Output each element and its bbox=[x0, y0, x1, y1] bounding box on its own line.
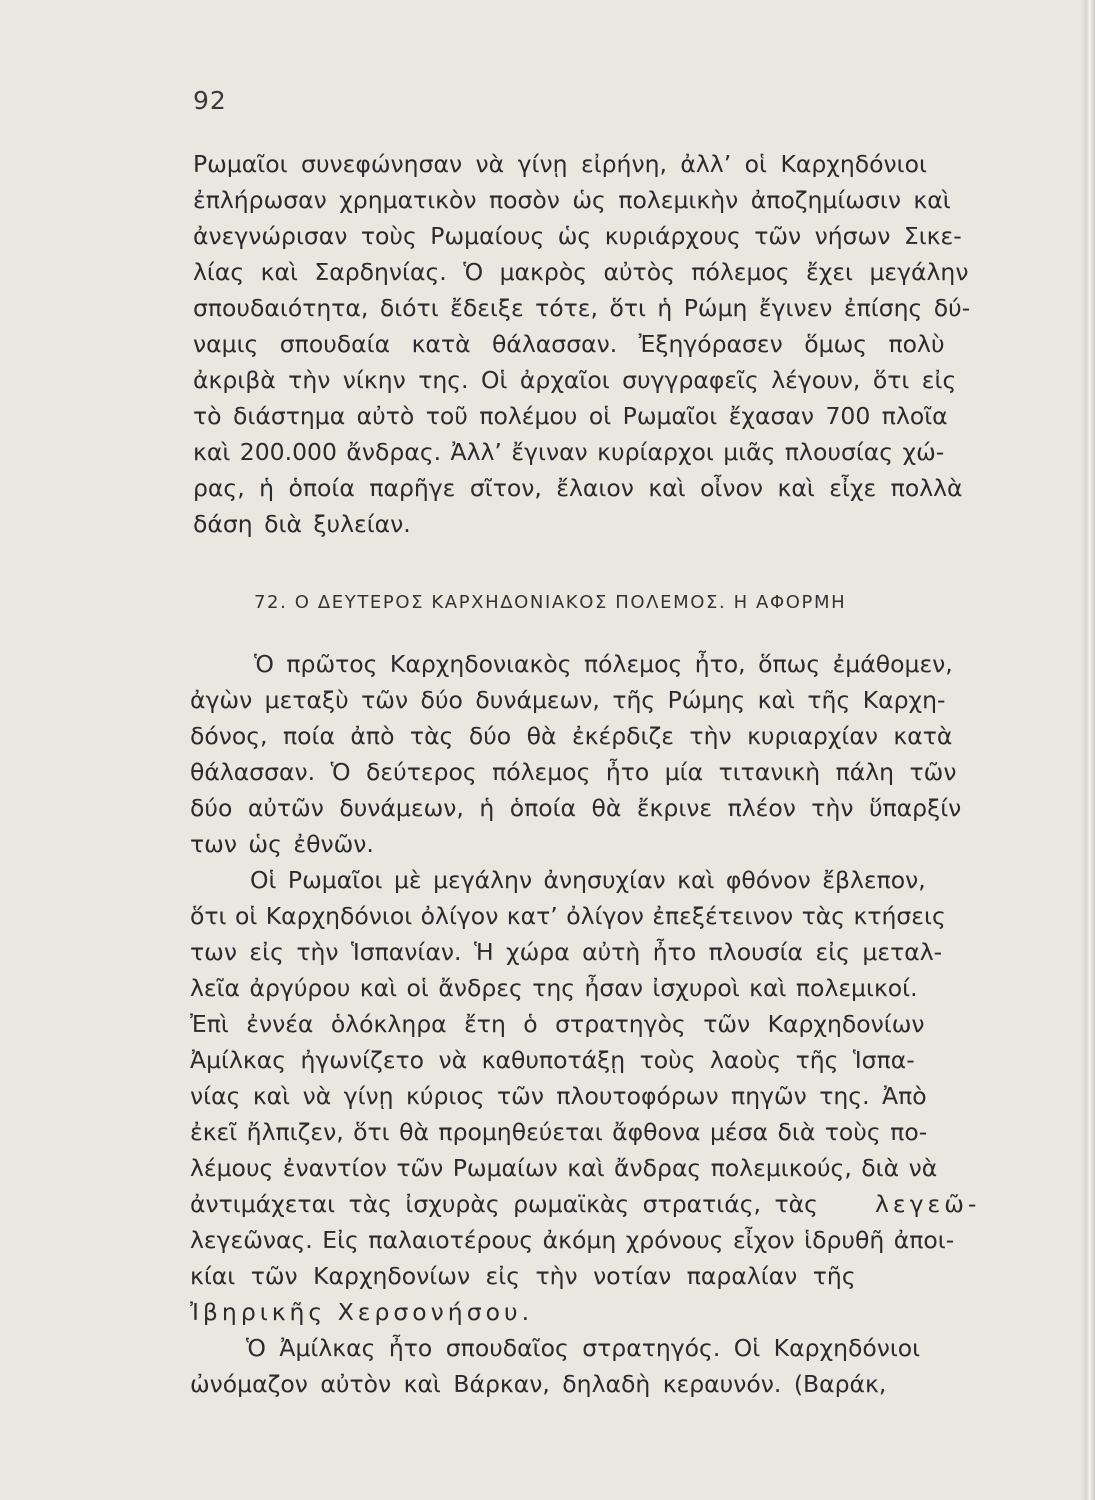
text-line: ἀγὼν μεταξὺ τῶν δύο δυνάμεων, τῆς Ρώμης καὶ τῆς Καρχη- bbox=[190, 686, 946, 714]
text-line: καὶ 200.000 ἄνδρας. Ἀλλ’ ἔγιναν κυρίαρχοι μιᾶς πλουσίας χώ- bbox=[193, 438, 945, 466]
text-line: Ἰβηρικῆς Χερσονήσου. bbox=[190, 1298, 534, 1326]
text-line: ἐκεῖ ἤλπιζεν, ὅτι θὰ προμηθεύεται ἄφθονα μέσα διὰ τοὺς πο- bbox=[190, 1118, 928, 1146]
text-line: τὸ διάστημα αὐτὸ τοῦ πολέμου οἱ Ρωμαῖοι ἔχασαν 700 πλοῖα bbox=[193, 402, 948, 430]
spaced-word: λεγεῶ- bbox=[875, 1190, 981, 1218]
text-line: θάλασσαν. Ὁ δεύτερος πόλεμος ἦτο μία τιτανικὴ πάλη τῶν bbox=[190, 758, 957, 786]
text-line: ναμις σπουδαία κατὰ θάλασσαν. Ἐξηγόρασεν ὅμως πολὺ bbox=[193, 330, 945, 358]
text-line: ἀνεγνώρισαν τοὺς Ρωμαίους ὡς κυριάρχους τῶν νήσων Σικε- bbox=[193, 222, 962, 250]
text-line: λέμους ἐναντίον τῶν Ρωμαίων καὶ ἄνδρας πολεμικούς, διὰ νὰ bbox=[190, 1154, 938, 1182]
text-line: ὠνόμαζον αὐτὸν καὶ Βάρκαν, δηλαδὴ κεραυνόν. (Βαράκ, bbox=[190, 1370, 887, 1398]
text-line: δύο αὐτῶν δυνάμεων, ἡ ὁποία θὰ ἔκρινε πλέον τὴν ὕπαρξίν bbox=[190, 794, 962, 822]
text-line: Ὁ Ἀμίλκας ἦτο σπουδαῖος στρατηγός. Οἱ Καρχηδόνιοι bbox=[246, 1334, 921, 1362]
text-line: των εἰς τὴν Ἱσπανίαν. Ἡ χώρα αὐτὴ ἦτο πλουσία εἰς μεταλ- bbox=[190, 938, 943, 966]
text-line: ἀκριβὰ τὴν νίκην της. Οἱ ἀρχαῖοι συγγραφεῖς λέγουν, ὅτι εἰς bbox=[193, 366, 957, 394]
text-line: δόνος, ποία ἀπὸ τὰς δύο θὰ ἐκέρδιζε τὴν κυριαρχίαν κατὰ bbox=[190, 722, 953, 750]
text-line: ἀντιμάχεται τὰς ἰσχυρὰς ρωμαϊκὰς στρατιάς, τὰς bbox=[190, 1190, 818, 1218]
page-number: 92 bbox=[193, 86, 227, 115]
text-line: ἐπλήρωσαν χρηματικὸν ποσὸν ὡς πολεμικὴν ἀποζημίωσιν καὶ bbox=[193, 186, 951, 214]
text-line: νίας καὶ νὰ γίνῃ κύριος τῶν πλουτοφόρων πηγῶν της. Ἀπὸ bbox=[190, 1082, 927, 1110]
text-line: Ἀμίλκας ἠγωνίζετο νὰ καθυποτάξῃ τοὺς λαοὺς τῆς Ἱσπα- bbox=[190, 1046, 915, 1074]
page-edge bbox=[1081, 0, 1095, 1500]
text-line: Οἱ Ρωμαῖοι μὲ μεγάλην ἀνησυχίαν καὶ φθόνον ἔβλεπον, bbox=[250, 866, 926, 894]
text-line: ὅτι οἱ Καρχηδόνιοι ὀλίγον κατ’ ὀλίγον ἐπεξέτεινον τὰς κτήσεις bbox=[190, 902, 946, 930]
text-line: των ὡς ἐθνῶν. bbox=[190, 830, 374, 858]
text-line: κίαι τῶν Καρχηδονίων εἰς τὴν νοτίαν παραλίαν τῆς bbox=[190, 1262, 856, 1290]
text-line: Ἐπὶ ἐννέα ὁλόκληρα ἔτη ὁ στρατηγὸς τῶν Καρχηδονίων bbox=[190, 1010, 925, 1038]
section-heading: 72. Ο ΔΕΥΤΕΡΟΣ ΚΑΡΧΗΔΟΝΙΑΚΟΣ ΠΟΛΕΜΟΣ. Η ΑΦΟΡΜΗ bbox=[254, 592, 847, 613]
text-line: Ρωμαῖοι συνεφώνησαν νὰ γίνῃ εἰρήνη, ἀλλ’ οἱ Καρχηδόνιοι bbox=[193, 150, 927, 178]
text-line: σπουδαιότητα, διότι ἔδειξε τότε, ὅτι ἡ Ρώμη ἔγινεν ἐπίσης δύ- bbox=[193, 294, 971, 322]
text-line: ρας, ἡ ὁποία παρῆγε σῖτον, ἔλαιον καὶ οἶνον καὶ εἶχε πολλὰ bbox=[193, 474, 963, 502]
text-line: λεγεῶνας. Εἰς παλαιοτέρους ἀκόμη χρόνους εἶχον ἱδρυθῆ ἀποι- bbox=[190, 1226, 955, 1254]
text-line: Ὁ πρῶτος Καρχηδονιακὸς πόλεμος ἦτο, ὅπως ἐμάθομεν, bbox=[254, 650, 953, 678]
text-line: λεῖα ἀργύρου καὶ οἱ ἄνδρες της ἦσαν ἰσχυροὶ καὶ πολεμικοί. bbox=[190, 974, 918, 1002]
text-line: δάση διὰ ξυλείαν. bbox=[193, 510, 411, 538]
text-line: λίας καὶ Σαρδηνίας. Ὁ μακρὸς αὐτὸς πόλεμος ἔχει μεγάλην bbox=[193, 258, 969, 286]
